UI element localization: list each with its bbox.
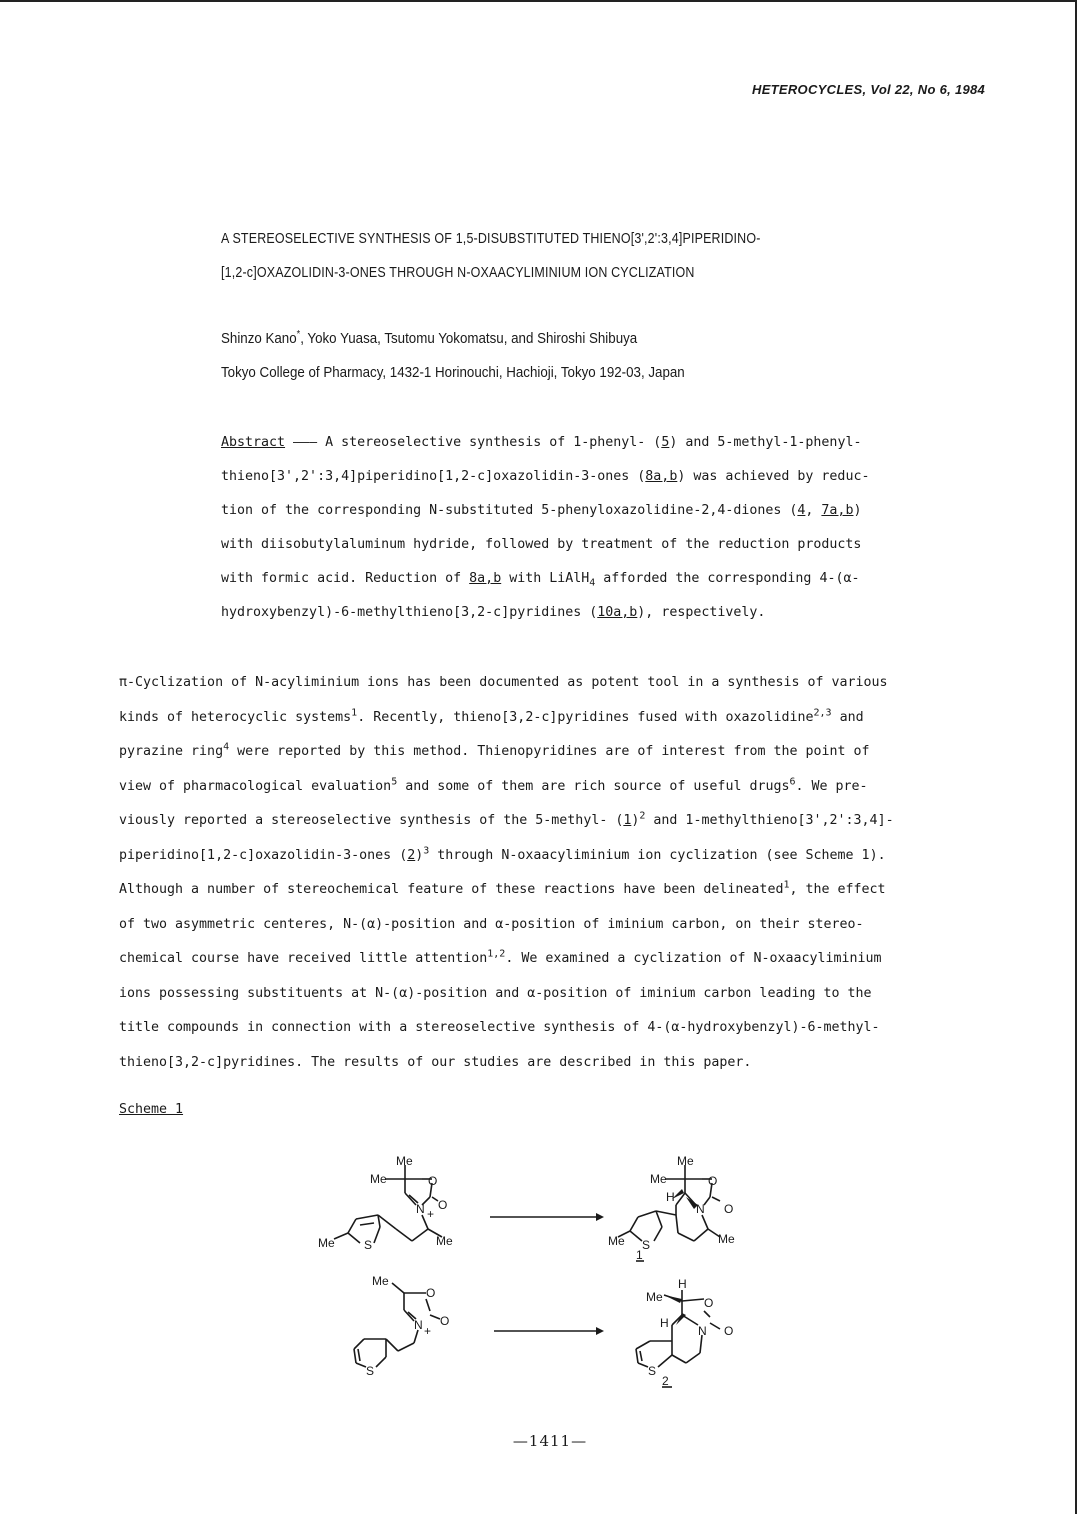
- abstract-text: thieno[3',2':3,4]piperidino[1,2-c]oxazolidin-3-ones (: [221, 469, 646, 484]
- compound-ref: 2: [407, 847, 416, 863]
- abstract-text: afforded the corresponding 4-(α-: [595, 571, 860, 586]
- atom-label: N: [698, 1324, 707, 1338]
- atom-label: Me: [646, 1290, 663, 1304]
- body-line-2: [119, 701, 959, 736]
- body-text: pyrazine ring: [119, 744, 224, 759]
- atom-label: H: [660, 1316, 669, 1330]
- author-first: Shinzo Kano: [221, 331, 297, 347]
- atom-label: Me: [608, 1234, 625, 1248]
- body-line-1: π-Cyclization of N-acyliminium ions has been documented as potent tool in a synthesis of various: [119, 675, 888, 690]
- affiliation: Tokyo College of Pharmacy, 1432-1 Horinouchi, Hachioji, Tokyo 192-03, Japan: [221, 365, 685, 381]
- abstract-text: with formic acid. Reduction of: [221, 571, 470, 586]
- atom-label: Me: [372, 1274, 389, 1288]
- atom-label: O: [704, 1296, 714, 1310]
- atom-label: N: [416, 1202, 425, 1216]
- abstract-text: ,: [805, 503, 822, 518]
- atom-label: O: [724, 1202, 734, 1216]
- atom-label: O: [708, 1174, 718, 1188]
- abstract-text: ): [853, 503, 862, 518]
- body-text: Although a number of stereochemical feature of these reactions have been delineated: [119, 882, 784, 897]
- page-number: —1411—: [512, 1432, 588, 1450]
- body-line-8: of two asymmetric centeres, N-(α)-position and α-position of iminium carbon, on their stereo-: [119, 916, 864, 932]
- citation: 3: [423, 845, 430, 857]
- atom-label: H: [666, 1190, 675, 1204]
- abstract-text: hydroxybenzyl)-6-methylthieno[3,2-c]pyridines (: [221, 605, 598, 620]
- body-text: . Recently, thieno[3,2-c]pyridines fused with oxazolidine: [357, 709, 814, 725]
- body-text: and: [831, 709, 864, 725]
- atom-label: S: [366, 1364, 375, 1378]
- abstract-text: ) and 5-methyl-1-phenyl-: [669, 435, 862, 450]
- scheme-1-figure: [300, 1145, 780, 1400]
- abstract-dash: ———: [285, 435, 326, 450]
- charge-label: +: [424, 1324, 432, 1338]
- body-text: . We examined a cyclization of N-oxaacyliminium: [505, 951, 882, 966]
- atom-label: Me: [436, 1234, 453, 1248]
- atom-label: Me: [718, 1232, 735, 1246]
- compound-number-1: 1: [636, 1248, 643, 1262]
- body-text: ): [415, 847, 424, 863]
- compound-ref: 1: [623, 813, 632, 828]
- atom-label: N: [696, 1202, 705, 1216]
- compound-ref: 8a,b: [469, 571, 502, 586]
- abstract-line-5: [221, 562, 951, 596]
- atom-label: O: [440, 1314, 450, 1328]
- body-text: and some of them are rich source of useful drugs: [397, 778, 790, 794]
- body-line-11: title compounds in connection with a stereoselective synthesis of 4-(α-hydroxybenzyl)-6-methyl-: [119, 1020, 880, 1035]
- atom-label: O: [428, 1174, 438, 1188]
- atom-label: Me: [318, 1236, 335, 1250]
- atom-label: N: [414, 1318, 423, 1332]
- body-line-4: [119, 770, 959, 805]
- atom-label: S: [364, 1238, 373, 1252]
- compound-number-2: 2: [662, 1374, 669, 1388]
- compound-ref: 7a,b: [821, 503, 854, 518]
- atom-label: Me: [677, 1154, 694, 1168]
- abstract: [221, 426, 951, 630]
- citation: 4: [223, 741, 230, 753]
- citation: 1: [351, 707, 358, 719]
- atom-label: O: [426, 1286, 436, 1300]
- body-line-5: [119, 804, 959, 839]
- abstract-line-1: [221, 426, 951, 460]
- citation: 6: [789, 776, 796, 788]
- body-text: view of pharmacological evaluation: [119, 778, 392, 794]
- subscript: 4: [589, 577, 596, 589]
- atom-label: S: [642, 1238, 651, 1252]
- body-text: ): [631, 813, 640, 828]
- journal-header: HETEROCYCLES, Vol 22, No 6, 1984: [752, 82, 986, 97]
- body-text: viously reported a stereoselective synthesis of the 5-methyl- (: [119, 813, 624, 828]
- abstract-heading: Abstract: [221, 435, 286, 450]
- atom-label: O: [724, 1324, 734, 1338]
- author-names: [221, 322, 685, 356]
- body-text: through N-oxaacyliminium ion cyclization (see Scheme 1).: [429, 847, 886, 863]
- body-line-3: [119, 735, 959, 770]
- abstract-text: ) was achieved by reduc-: [677, 469, 870, 484]
- body-text: piperidino[1,2-c]oxazolidin-3-ones (: [119, 847, 408, 863]
- atom-label: S: [648, 1364, 657, 1378]
- compound-ref: 8a,b: [645, 469, 678, 484]
- abstract-line-4: with diisobutylaluminum hydride, followed by treatment of the reduction products: [221, 537, 862, 552]
- author-rest: , Yoko Yuasa, Tsutomu Yokomatsu, and Shiroshi Shibuya: [300, 331, 638, 347]
- abstract-line-6: [221, 596, 951, 630]
- title-line-2: [1,2-c]OXAZOLIDIN-3-ONES THROUGH N-OXAACYLIMINIUM ION CYCLIZATION: [221, 265, 695, 281]
- abstract-text: tion of the corresponding N-substituted 5-phenyloxazolidine-2,4-diones (: [221, 503, 798, 518]
- citation: 2: [639, 810, 646, 822]
- body-text: and 1-methylthieno[3',2':3,4]-: [645, 813, 894, 828]
- body-line-6: [119, 839, 959, 874]
- atom-label: O: [438, 1198, 448, 1212]
- citation: 1,2: [487, 948, 506, 960]
- body-line-12: thieno[3,2-c]pyridines. The results of our studies are described in this paper.: [119, 1054, 752, 1070]
- citation: 2,3: [813, 707, 832, 719]
- compound-ref: 5: [661, 435, 670, 450]
- body-paragraph: [119, 666, 959, 1080]
- body-text: kinds of heterocyclic systems: [119, 709, 352, 725]
- body-text: were reported by this method. Thienopyridines are of interest from the point of: [229, 744, 870, 759]
- compound-ref: 10a,b: [597, 605, 638, 620]
- atom-label: H: [678, 1277, 687, 1291]
- body-text: chemical course have received little attention: [119, 951, 488, 966]
- page-border-top: [0, 0, 1077, 2]
- abstract-line-3: [221, 494, 951, 528]
- scheme-label: Scheme 1: [119, 1102, 184, 1117]
- paper-title: [221, 222, 981, 290]
- abstract-text: ), respectively.: [637, 605, 766, 620]
- body-text: , the effect: [789, 882, 886, 897]
- citation: 5: [391, 776, 398, 788]
- abstract-text: with LiAlH: [501, 571, 590, 586]
- compound-ref: 4: [797, 503, 806, 518]
- citation: 1: [783, 879, 790, 891]
- atom-label: Me: [396, 1154, 413, 1168]
- abstract-line-2: [221, 460, 951, 494]
- body-line-10: ions possessing substituents at N-(α)-position and α-position of iminium carbon leading to the: [119, 985, 872, 1001]
- body-line-9: [119, 942, 959, 977]
- body-line-7: [119, 873, 959, 908]
- title-line-1: A STEREOSELECTIVE SYNTHESIS OF 1,5-DISUBSTITUTED THIENO[3',2':3,4]PIPERIDINO-: [221, 231, 761, 247]
- corresponding-mark: *: [296, 329, 301, 341]
- author-block: [221, 322, 725, 390]
- atom-label: Me: [650, 1172, 667, 1186]
- charge-label: +: [427, 1207, 435, 1221]
- body-text: . We pre-: [795, 778, 868, 794]
- abstract-text: A stereoselective synthesis of 1-phenyl- (: [325, 435, 662, 450]
- atom-label: Me: [370, 1172, 387, 1186]
